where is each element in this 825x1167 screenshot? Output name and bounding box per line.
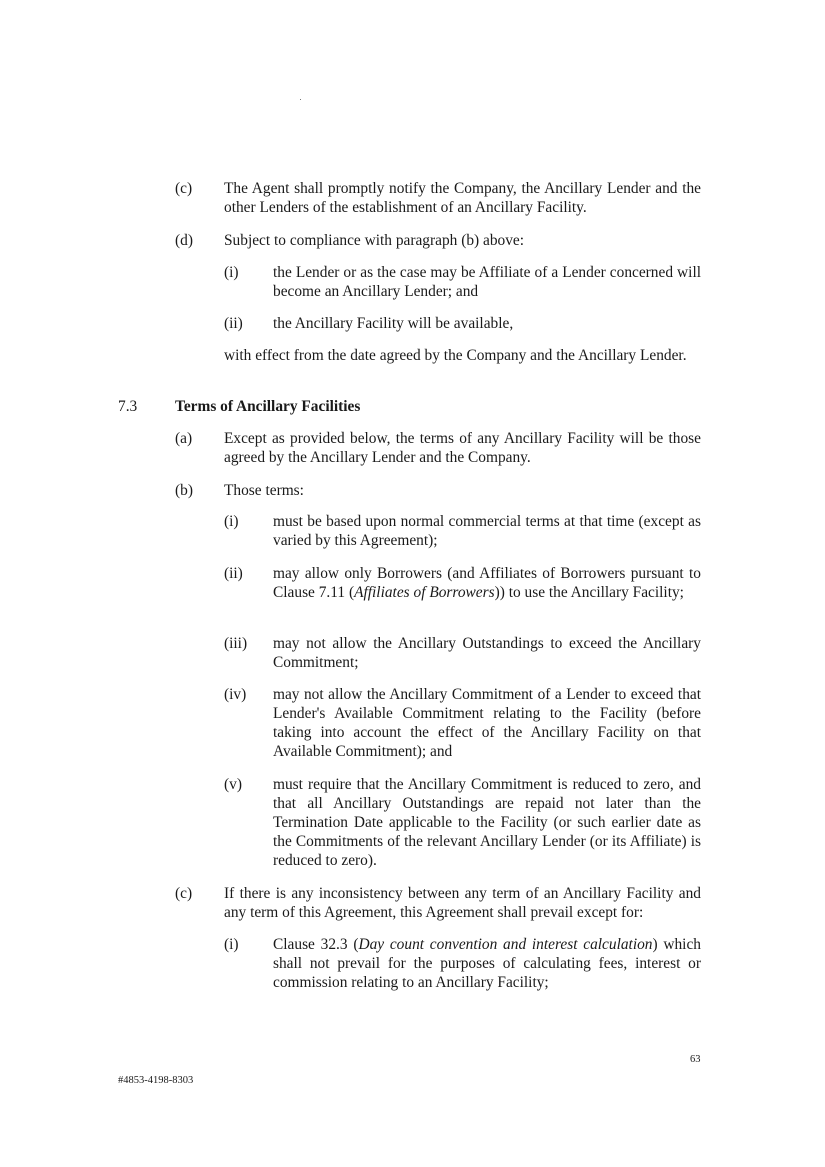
subparagraph-text: the Ancillary Facility will be available, <box>273 315 514 332</box>
subparagraph-label: (v) <box>224 776 242 793</box>
paragraph-label: (a) <box>175 430 193 447</box>
paragraph-text: Subject to compliance with paragraph (b) above: <box>224 232 525 249</box>
subparagraph-label: (ii) <box>224 565 243 582</box>
paragraph-text: The Agent shall promptly notify the Company, the Ancillary Lender and the other Lenders of the establishment of an Ancillary Facility. <box>224 180 701 216</box>
subparagraph-label: (i) <box>224 264 239 281</box>
subparagraph-label: (iii) <box>224 635 248 652</box>
subparagraph-text: may not allow the Ancillary Commitment of a Lender to exceed that Lender's Available Commitment relating to the Facility (before taking into account the effect of the Ancillary Facility on that Available Commitment); and <box>273 686 701 760</box>
paragraph-closing: with effect from the date agreed by the Company and the Ancillary Lender. <box>224 347 687 364</box>
document-reference: #4853-4198-8303 <box>118 1075 194 1086</box>
clause-heading: Terms of Ancillary Facilities <box>175 398 361 415</box>
subparagraph-label: (i) <box>224 936 239 953</box>
clause-reference-title: Affiliates of Borrowers <box>354 584 495 601</box>
subparagraph-text: may not allow the Ancillary Outstandings to exceed the Ancillary Commitment; <box>273 635 701 671</box>
paragraph-text: If there is any inconsistency between any term of an Ancillary Facility and any term of this Agreement, this Agreement shall prevail except for: <box>224 885 701 921</box>
subparagraph-text: must be based upon normal commercial terms at that time (except as varied by this Agreement); <box>273 513 701 549</box>
clause-reference-title: Day count convention and interest calculation <box>358 936 653 953</box>
subparagraph-label: (ii) <box>224 315 243 332</box>
subparagraph-label: (iv) <box>224 686 247 703</box>
subparagraph-text: must require that the Ancillary Commitment is reduced to zero, and that all Ancillary Outstandings are repaid not later than the Termination Date applicable to the Facility (or such earlier date as the Commitments of the relevant Ancillary Lender (or its Affiliate) is reduced to zero). <box>273 776 701 869</box>
paragraph-text: Those terms: <box>224 482 304 499</box>
page-number: 63 <box>690 1054 701 1065</box>
paragraph-label: (c) <box>175 885 193 902</box>
subparagraph-text: may allow only Borrowers (and Affiliates of Borrowers pursuant to Clause 7.11 (Affiliates of Borrowers)) to use the Ancillary Facility; <box>273 565 701 601</box>
clause-number: 7.3 <box>118 398 138 415</box>
paragraph-text: Except as provided below, the terms of any Ancillary Facility will be those agreed by the Ancillary Lender and the Company. <box>224 430 701 466</box>
paragraph-label: (d) <box>175 232 193 249</box>
paragraph-label: (c) <box>175 180 193 197</box>
subparagraph-text: the Lender or as the case may be Affiliate of a Lender concerned will become an Ancillary Lender; and <box>273 264 701 300</box>
subparagraph-text: Clause 32.3 (Day count convention and interest calculation) which shall not prevail for the purposes of calculating fees, interest or commission relating to an Ancillary Facility; <box>273 936 701 991</box>
subparagraph-label: (i) <box>224 513 239 530</box>
paragraph-label: (b) <box>175 482 193 499</box>
scan-speck <box>300 99 301 100</box>
